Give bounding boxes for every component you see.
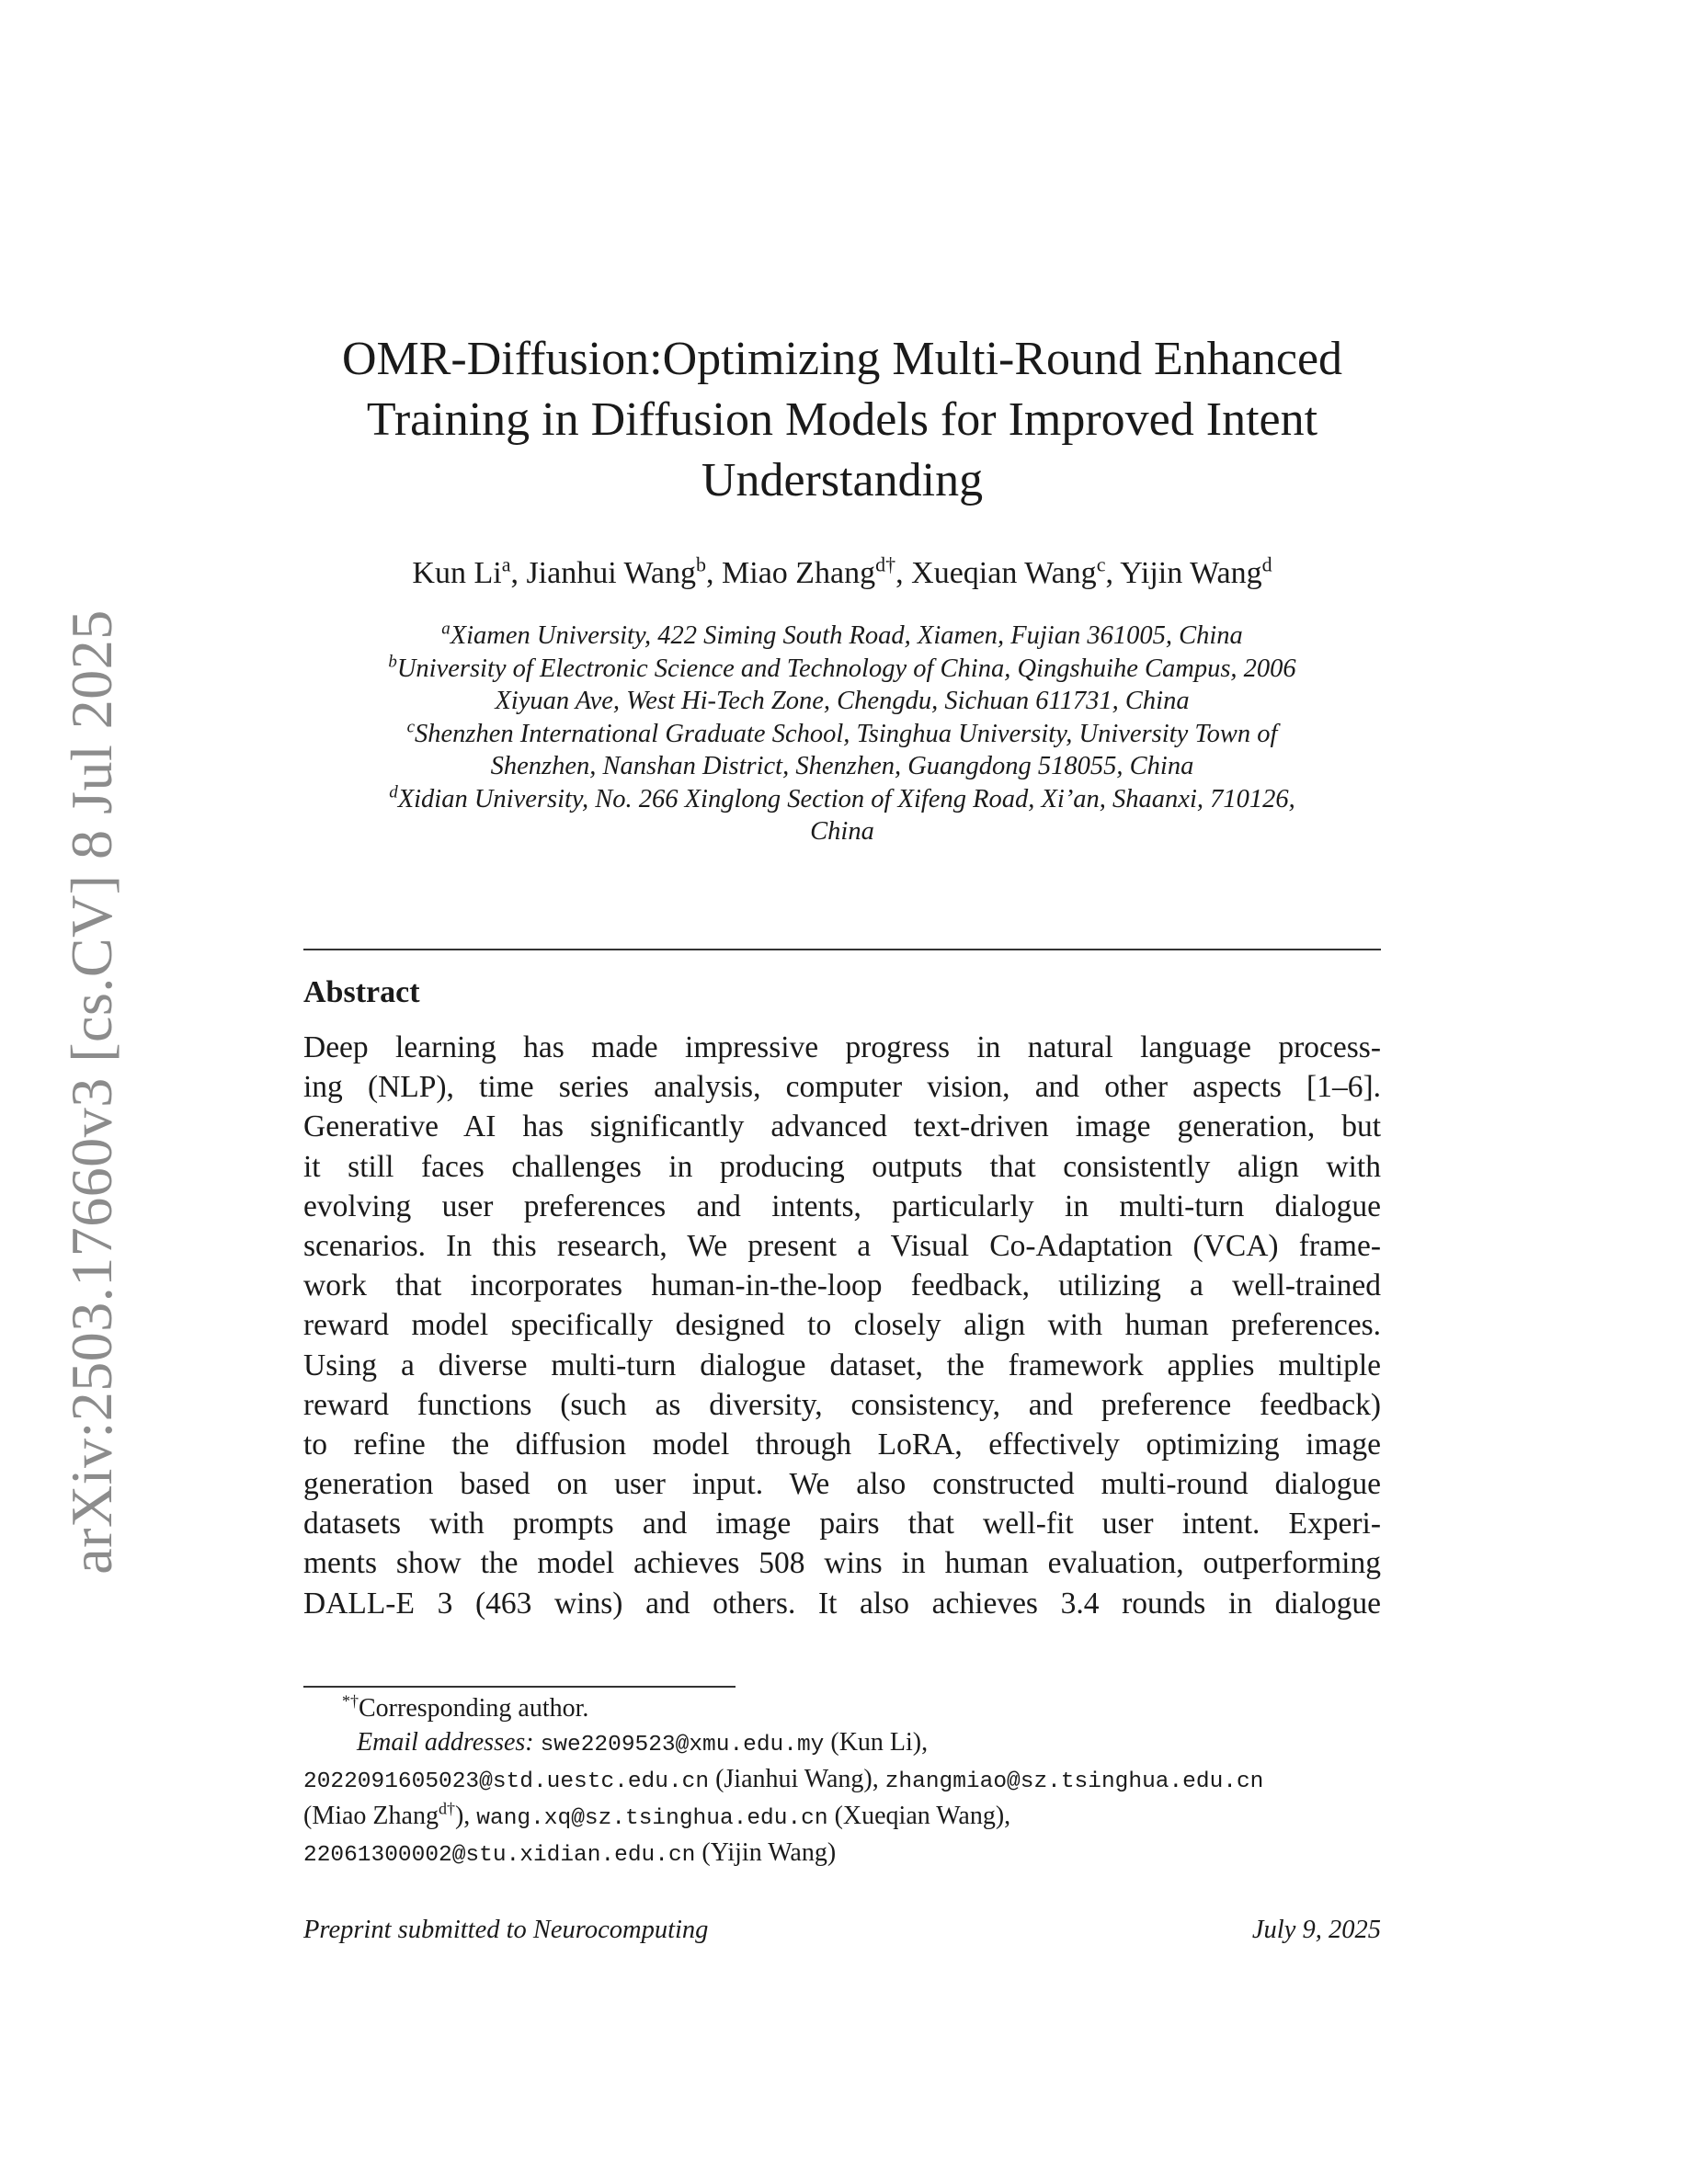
affiliation-b-continued: Xiyuan Ave, West Hi-Tech Zone, Chengdu, Sichuan 611731, China (495, 687, 1190, 715)
affiliation-mark: d (389, 782, 398, 802)
abstract-line: datasets with prompts and image pairs that well-fit user intent. Experi- (303, 1507, 1381, 1541)
footnote-text: Corresponding author. (359, 1694, 589, 1723)
affiliation-c-continued: Shenzhen, Nanshan District, Shenzhen, Guangdong 518055, China (490, 752, 1194, 780)
email-address-link[interactable]: 2022091605023@std.uestc.edu.cn (303, 1769, 710, 1794)
author-list (303, 553, 1381, 594)
email-address-link[interactable]: wang.xq@sz.tsinghua.edu.cn (476, 1806, 828, 1831)
corresponding-author-note (303, 1691, 1381, 1725)
email-owner: (Yijin Wang) (695, 1838, 837, 1867)
footnotes (303, 1691, 1381, 1872)
abstract-line: evolving user preferences and intents, particularly in multi-turn dialogue (303, 1189, 1381, 1223)
email-owner: (Kun Li), (824, 1728, 929, 1757)
email-owner: ), (454, 1802, 477, 1830)
email-owner: (Xueqian Wang), (827, 1802, 1011, 1830)
abstract-line: to refine the diffusion model through LoRA, effectively optimizing image (303, 1427, 1381, 1462)
author-separator: , (895, 556, 912, 590)
affiliation-mark: b (388, 652, 397, 671)
email-owner: (Miao Zhang (303, 1802, 439, 1830)
abstract-line: reward model specifically designed to closely align with human preferences. (303, 1308, 1381, 1343)
abstract-line: reward functions (such as diversity, consistency, and preference feedback) (303, 1387, 1381, 1422)
affiliation-d (303, 783, 1381, 816)
footnote-mark: d† (438, 1799, 455, 1818)
paper-title-line: Understanding (701, 454, 984, 506)
author-affiliation-mark: d† (875, 552, 896, 576)
author-affiliation-mark: a (501, 552, 511, 576)
author-name: Kun Li (412, 556, 502, 590)
arxiv-identifier-stamp: arXiv:2503.17660v3 [cs.CV] 8 Jul 2025 (59, 609, 124, 1575)
author-affiliation-mark: d (1261, 552, 1272, 576)
abstract-line: Using a diverse multi-turn dialogue dataset, the framework applies multiple (303, 1348, 1381, 1382)
author-separator: , (706, 556, 723, 590)
footnote-rule (303, 1686, 736, 1688)
journal-note: Preprint submitted to Neurocomputing (303, 1916, 709, 1944)
author-affiliation-mark: c (1096, 552, 1106, 576)
email-address-link[interactable]: swe2209523@xmu.edu.my (540, 1733, 825, 1757)
author-separator: , (510, 556, 527, 590)
affiliation-d-continued: China (810, 817, 874, 846)
affiliation-a (303, 620, 1381, 653)
affiliation-c (303, 718, 1381, 751)
affiliation-b (303, 653, 1381, 686)
paper-title (303, 329, 1381, 511)
paper-title-line: OMR-Diffusion:Optimizing Multi-Round Enhanced (341, 333, 1343, 385)
paper-title-line: Training in Diffusion Models for Improved Intent (366, 393, 1318, 446)
abstract-heading: Abstract (303, 975, 420, 1009)
abstract-line: work that incorporates human-in-the-loop feedback, utilizing a well-trained (303, 1268, 1381, 1303)
affiliation-mark: c (406, 717, 416, 736)
abstract-line: Deep learning has made impressive progress in natural language process- (303, 1030, 1381, 1064)
abstract-line: DALL-E 3 (463 wins) and others. It also achieves 3.4 rounds in dialogue (303, 1586, 1381, 1621)
abstract-line: generation based on user input. We also constructed multi-round dialogue (303, 1467, 1381, 1502)
email-address-link[interactable]: zhangmiao@sz.tsinghua.edu.cn (884, 1769, 1264, 1794)
affiliation-mark: a (441, 619, 451, 639)
author-separator: , (1105, 556, 1121, 590)
abstract-top-rule (303, 949, 1381, 950)
affiliation-text: University of Electronic Science and Technology of China, Qingshuihe Campus, 2006 (396, 654, 1296, 683)
author-name: Yijin Wang (1120, 556, 1262, 590)
affiliation-list (303, 620, 1381, 848)
footer-date: July 9, 2025 (1251, 1916, 1381, 1944)
abstract-body (303, 1028, 1381, 1623)
email-address-link[interactable]: 22061300002@stu.xidian.edu.cn (303, 1843, 696, 1868)
author-name: Xueqian Wang (911, 556, 1097, 590)
abstract-line: Generative AI has significantly advanced text-driven image generation, but (303, 1109, 1381, 1144)
email-line (303, 1762, 1381, 1799)
email-line (303, 1725, 1381, 1762)
email-label: Email addresses: (357, 1728, 534, 1757)
affiliation-text: Xiamen University, 422 Siming South Road, Xiamen, Fujian 361005, China (450, 621, 1243, 650)
affiliation-text: Xidian University, No. 266 Xinglong Section of Xifeng Road, Xi’an, Shaanxi, 710126, (397, 784, 1295, 813)
affiliation-text: Shenzhen International Graduate School, Tsinghua University, University Town of (415, 719, 1278, 748)
abstract-line: ments show the model achieves 508 wins in human evaluation, outperforming (303, 1546, 1381, 1581)
author-name: Miao Zhang (722, 556, 876, 590)
email-line (303, 1836, 1381, 1872)
author-name: Jianhui Wang (526, 556, 697, 590)
abstract-line: it still faces challenges in producing outputs that consistently align with (303, 1149, 1381, 1184)
author-affiliation-mark: b (696, 552, 707, 576)
abstract-line: scenarios. In this research, We present a Visual Co-Adaptation (VCA) frame- (303, 1228, 1381, 1263)
email-line (303, 1799, 1381, 1836)
footnote-mark: *† (342, 1691, 359, 1711)
email-owner: (Jianhui Wang), (709, 1765, 885, 1793)
abstract-line: ing (NLP), time series analysis, computer vision, and other aspects [1–6]. (303, 1070, 1381, 1105)
